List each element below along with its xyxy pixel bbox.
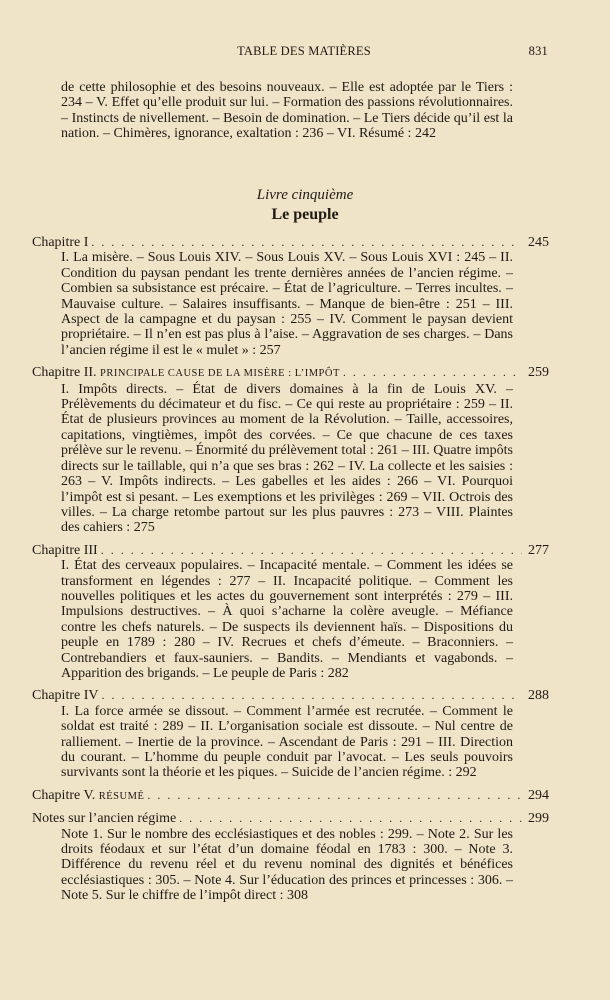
- dot-leader: [147, 788, 522, 803]
- chapter-page-number: 259: [528, 365, 549, 381]
- chapter-summary: I. La force armée se dissout. – Comment l’armée est recrutée. – Comment le soldat est traité : 289 – II. L’organisation sociale est dissoute. – Nul centre de ralliement. – Inertie de la province. – Ascendant de Paris : 291 – III. Direction du courant. – L’homme du peuple conduit par l’avocat. – Les seuls pouvoirs survivants sont la théorie et les piques. – Suicide de l’ancien régime. : 292: [61, 703, 513, 781]
- chapter-summary: I. État des cerveaux populaires. – Incapacité mentale. – Comment les idées se transforment en légendes : 277 – II. Incapacité politique. – Comment les nouvelles politiques et les actes du gouvernement sont interprétés : 279 – III. Impulsions destructives. – À quoi s’acharne la colère aveugle. – Méfiance contre les chefs naturels. – De suspects ils deviennent haïs. – Dispositions du peuple en 1789 : 280 – IV. Recrues et chefs d’émeute. – Braconniers. – Contrebandiers et faux-sauniers. – Bandits. – Mendiants et vagabonds. – Apparition des brigands. – Le peuple de Paris : 282: [61, 558, 513, 681]
- table-of-contents: [32, 235, 549, 911]
- toc-entry-line: [32, 365, 549, 381]
- chapter-page-number: 245: [528, 235, 549, 250]
- toc-entry-chapitre-2: [32, 365, 549, 535]
- chapter-label: Chapitre III: [32, 542, 98, 558]
- book-heading: [0, 186, 610, 224]
- toc-entry-chapitre-1: [32, 235, 549, 358]
- chapter-label: Notes sur l’ancien régime: [32, 811, 177, 827]
- toc-entry-chapitre-5: [32, 788, 549, 804]
- toc-entry-line: [32, 688, 549, 703]
- chapter-page-number: 288: [528, 688, 549, 704]
- chapter-subtitle: PRINCIPALE CAUSE DE LA MISÈRE : L’IMPÔT: [100, 368, 340, 380]
- chapter-page-number: 294: [528, 787, 549, 803]
- chapter-label: Chapitre I: [32, 235, 89, 250]
- toc-entry-line: [32, 235, 549, 250]
- chapter-page-number: 277: [528, 542, 549, 558]
- dot-leader: [91, 235, 522, 250]
- chapter-summary: I. La misère. – Sous Louis XIV. – Sous Louis XV. – Sous Louis XVI : 245 – II. Condition du paysan pendant les trente dernières années de l’ancien régime. – Combien sa subsistance est précaire. – État de l’agriculture. – Terres incultes. – Mauvaise culture. – Salaires insuffisants. – Manque de bien-être : 251 – III. Aspect de la campagne et du paysan : 255 – IV. Comment le paysan devient propriétaire. – Il n’en est pas plus à l’aise. – Aggravation de ses charges. – Dans l’ancien régime il est le « mulet » : 257: [61, 250, 513, 358]
- chapter-summary: Note 1. Sur le nombre des ecclésiastiques et des nobles : 299. – Note 2. Sur les droits féodaux et sur l’état d’un domaine féodal en 1783 : 300. – Note 3. Différence du revenu réel et du revenu nominal des dignités et bénéfices ecclésiastiques : 305. – Note 4. Sur l’éducation des princes et princesses : 306. – Note 5. Sur le chiffre de l’impôt direct : 308: [61, 826, 513, 904]
- dot-leader: [101, 688, 522, 703]
- book-title: Le peuple: [271, 206, 339, 223]
- chapter-number: Chapitre II.: [32, 365, 97, 381]
- intro-paragraph: de cette philosophie et des besoins nouveaux. – Elle est adoptée par le Tiers : 234 – V. Effet qu’elle produit sur lui. – Formation des passions révolutionnaires. – Instincts de nivellement. – Besoin de domination. – Le Tiers décide qu’il est la nation. – Chimères, ignorance, exaltation : 236 – VI. Résumé : 242: [61, 80, 513, 142]
- chapter-label: Chapitre IV: [32, 688, 99, 704]
- toc-entry-line: [32, 543, 549, 558]
- toc-entry-chapitre-4: [32, 688, 549, 780]
- chapter-number: Chapitre V.: [32, 787, 96, 803]
- dot-leader: [101, 543, 522, 558]
- page-number: 831: [528, 44, 548, 58]
- dot-leader: [343, 365, 522, 380]
- toc-entry-line: [32, 788, 549, 804]
- toc-entry-line: [32, 811, 549, 826]
- chapter-page-number: 299: [528, 811, 549, 827]
- toc-entry-notes: [32, 811, 549, 903]
- dot-leader: [179, 811, 522, 826]
- chapter-subtitle: RÉSUMÉ: [98, 790, 145, 802]
- running-header: [60, 44, 548, 62]
- running-title: TABLE DES MATIÈRES: [237, 44, 371, 58]
- book-subtitle: Livre cinquième: [256, 187, 354, 203]
- chapter-summary: I. Impôts directs. – État de divers domaines à la fin de Louis XV. – Prélèvements du décimateur et du fisc. – Ce qui reste au propriétaire : 259 – II. État de plusieurs provinces au moment de la Révolution. – Taille, accessoires, capitations, vingtièmes, impôt des corvées. – Ce que chacune de ces taxes prélève sur le revenu. – Énormité du prélèvement total : 261 – III. Quatre impôts directs sur le taillable, qui n’a que ses bras : 262 – IV. La collecte et les saisies : 263 – V. Impôts indirects. – Les gabelles et les aides : 266 – VI. Pourquoi l’impôt est si pesant. – Les exemptions et les privilèges : 269 – VII. Octrois des villes. – La charge retombe partout sur les plus pauvres : 273 – VIII. Plaintes des cahiers : 275: [61, 381, 513, 536]
- toc-entry-chapitre-3: [32, 543, 549, 682]
- chapter-label: [32, 365, 340, 381]
- chapter-label: [32, 788, 144, 804]
